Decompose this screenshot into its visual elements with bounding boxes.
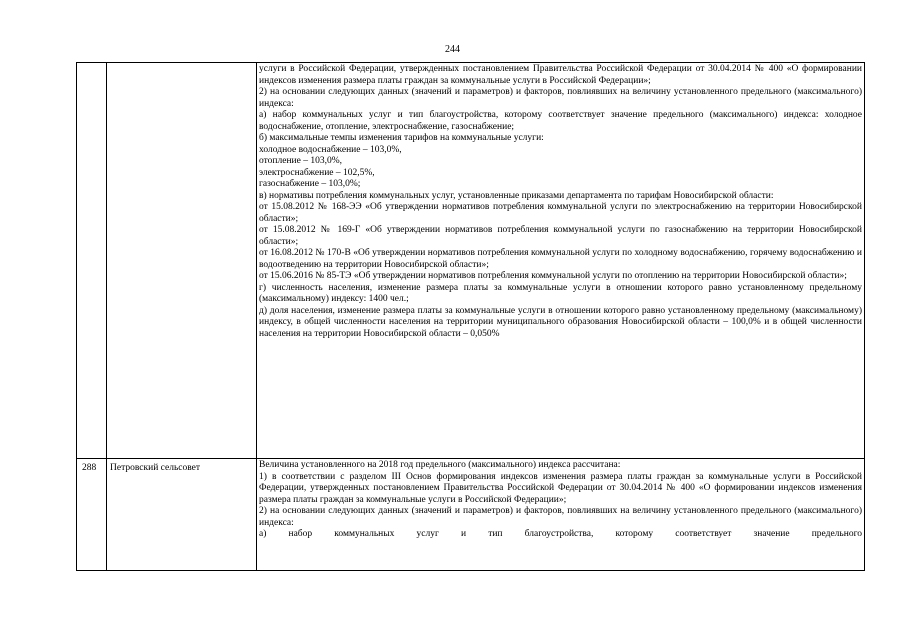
description-paragraph: 2) на основании следующих данных (значений и параметров) и факторов, повлиявших на величину установленного предельного (максимального) индекса: xyxy=(259,87,862,109)
description-paragraph: от 15.06.2016 № 85-ТЭ «Об утверждении нормативов потребления коммунальной услуги по отоплению на территории Новосибирской области»; xyxy=(259,271,847,281)
description-paragraph: холодное водоснабжение – 103,0%, xyxy=(259,144,402,155)
description-paragraph: электроснабжение – 102,5%, xyxy=(259,167,375,178)
description-paragraph: отопление – 103,0%, xyxy=(259,156,342,166)
description-paragraph: от 15.08.2012 № 168-ЭЭ «Об утверждении нормативов потребления коммунальной услуги по электроснабжению на территории Новосибирской области»; xyxy=(259,202,862,224)
municipality-name-cell: Петровский сельсовет xyxy=(107,459,257,571)
description-paragraph: услуги в Российской Федерации, утвержденных постановлением Правительства Российской Федерации от 30.04.2014 № 400 «О формировании индексов изменения размера платы граждан за коммунальные услуги в Российской Федерации»; xyxy=(259,64,862,86)
description-paragraph: б) максимальные темпы изменения тарифов на коммунальные услуги: xyxy=(259,133,544,143)
table-row xyxy=(77,459,865,571)
description-paragraph: 2) на основании следующих данных (значений и параметров) и факторов, повлиявших на величину установленного предельного (максимального) индекса: xyxy=(259,506,862,528)
description-paragraph: газоснабжение – 103,0%; xyxy=(259,179,361,189)
description-cell xyxy=(257,63,865,459)
row-number-cell: 288 xyxy=(77,459,107,571)
description-paragraph: от 16.08.2012 № 170-В «Об утверждении нормативов потребления коммунальной услуги по холодному водоснабжению, горячему водоснабжению и водоотведению на территории Новосибирской области»; xyxy=(259,248,862,270)
description-paragraph: д) доля населения, изменение размера платы за коммунальные услуги в отношении которого равно установленному предельному (максимальному) индексу, в общей численности населения на территории муниципального образования Новосибирской области – 100,0% и в общей численности населения на территории Новосибирской области – 0,050% xyxy=(259,305,862,339)
description-paragraph: а) набор коммунальных услуг и тип благоустройства, которому соответствует значение предельного (максимального) индекса: холодное водоснабжение, отопление, электроснабжение, газоснабжение; xyxy=(259,110,862,132)
row-number-cell xyxy=(77,63,107,459)
municipality-name-cell xyxy=(107,63,257,459)
description-paragraph: г) численность населения, изменение размера платы за коммунальные услуги в отношении которого равно установленному предельному (максимальному) индексу: 1400 чел.; xyxy=(259,282,862,304)
description-paragraph: Величина установленного на 2018 год предельного (максимального) индекса рассчитана: xyxy=(259,460,621,470)
page-number: 244 xyxy=(445,44,460,55)
index-table xyxy=(76,62,865,571)
table-row xyxy=(77,63,865,459)
description-cell xyxy=(257,459,865,571)
description-paragraph: а) набор коммунальных услуг и тип благоустройства, которому соответствует значение предельного xyxy=(259,529,862,539)
description-paragraph: в) нормативы потребления коммунальных услуг, установленные приказами департамента по тарифам Новосибирской области: xyxy=(259,190,774,201)
description-paragraph: от 15.08.2012 № 169-Г «Об утверждении нормативов потребления коммунальной услуги по газоснабжению на территории Новосибирской области»; xyxy=(259,225,862,247)
description-paragraph: 1) в соответствии с разделом III Основ формирования индексов изменения размера платы граждан за коммунальные услуги в Российской Федерации, утвержденных постановлением Правительства Российской Федерации от 30.04.2014 № 400 «О формировании индексов изменения размера платы граждан за коммунальные услуги в Российской Федерации»; xyxy=(259,471,862,505)
